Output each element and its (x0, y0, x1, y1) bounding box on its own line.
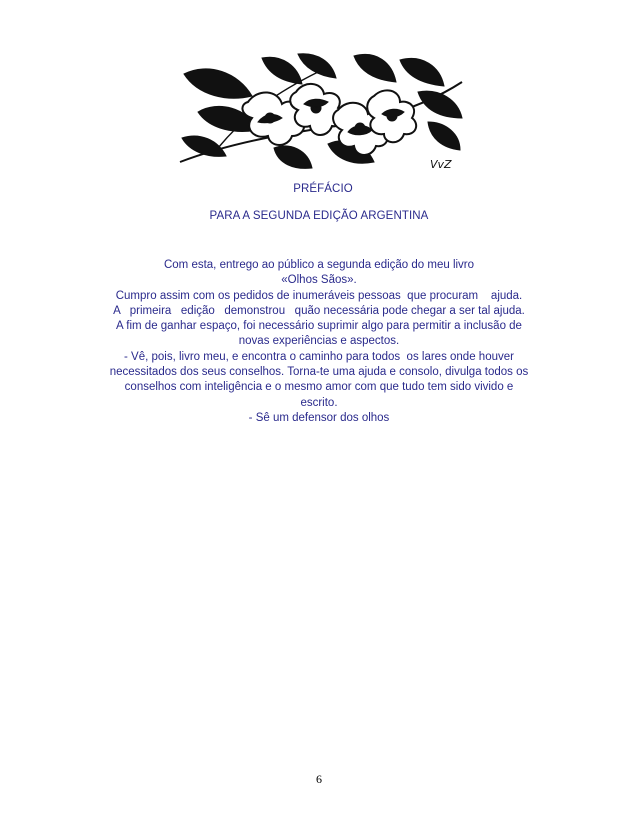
text-line: Cumpro assim com os pedidos de inumeráveis pessoas que procuram ajuda. (115, 289, 523, 302)
text-line: escrito. (300, 396, 338, 409)
text-line: A primeira edição demonstrou quão necessária pode chegar a ser tal ajuda. (113, 304, 525, 317)
preface-body (0, 258, 638, 426)
text-line: necessitados dos seus conselhos. Torna-te uma ajuda e consolo, divulga todos os (109, 366, 529, 379)
text-line: - Sê um defensor dos olhos (248, 411, 390, 424)
page-number: 6 (316, 772, 322, 786)
illustrator-signature: VvZ (430, 158, 452, 171)
text-line: A fim de ganhar espaço, foi necessário suprimir algo para permitir a inclusão de (116, 320, 522, 333)
botanical-flower-branch-illustration-icon (178, 52, 464, 176)
text-line: conselhos com inteligência e o mesmo amor com que tudo tem sido vivido e (124, 381, 514, 394)
text-line: novas experiências e aspectos. (238, 335, 400, 348)
text-line: «Olhos Sãos». (281, 274, 357, 287)
text-line: - Vê, pois, livro meu, e encontra o caminho para todos os lares onde houver (124, 350, 514, 363)
text-line: Com esta, entrego ao público a segunda edição do meu livro (163, 259, 475, 271)
page-subtitle: PARA A SEGUNDA EDIÇÃO ARGENTINA (209, 210, 429, 222)
page-title: PRÉFÁCIO (293, 183, 353, 195)
